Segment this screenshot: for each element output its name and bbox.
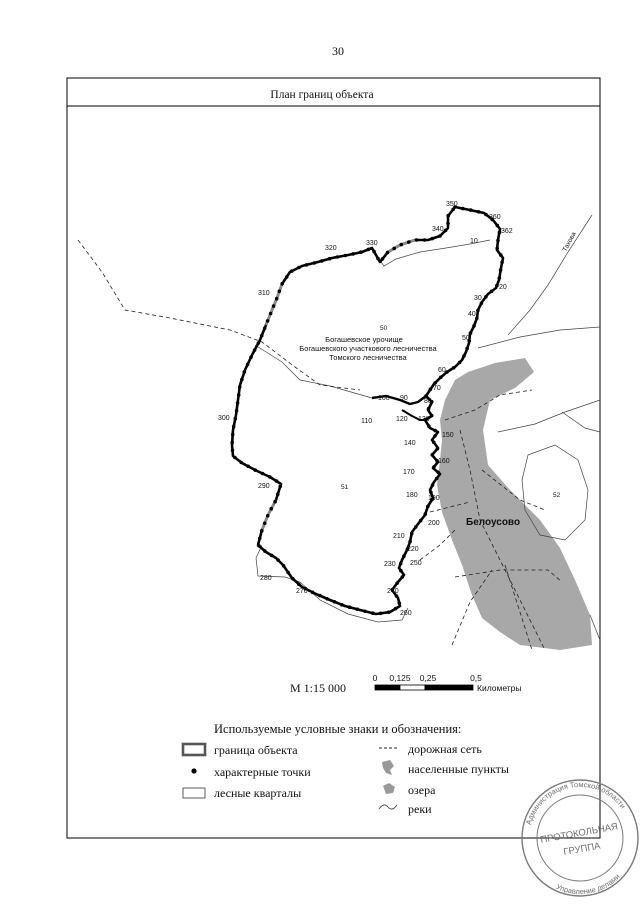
boundary-point bbox=[480, 302, 484, 306]
legend-quarter-icon bbox=[183, 788, 205, 798]
quarter-boundary bbox=[256, 545, 408, 622]
boundary-point bbox=[273, 500, 277, 504]
boundary-point bbox=[290, 269, 294, 273]
road-name: Тахова bbox=[561, 231, 578, 253]
boundary-point bbox=[410, 532, 414, 536]
boundary-point bbox=[376, 257, 380, 261]
legend-rivers-label: реки bbox=[408, 802, 432, 816]
quarter-number: 52 bbox=[553, 492, 561, 499]
point-label: 310 bbox=[258, 290, 270, 297]
boundary-point bbox=[328, 257, 332, 261]
boundary-point bbox=[423, 238, 427, 242]
scale-tick: 0,5 bbox=[470, 673, 482, 683]
quarter-number: 51 bbox=[341, 484, 349, 491]
boundary-point bbox=[276, 492, 280, 496]
point-label: 230 bbox=[384, 561, 396, 568]
point-label: 270 bbox=[296, 588, 308, 595]
boundary-point bbox=[285, 275, 289, 279]
boundary-point bbox=[408, 540, 412, 544]
boundary-point bbox=[238, 385, 242, 389]
boundary-point bbox=[484, 295, 488, 299]
point-label: 200 bbox=[428, 520, 440, 527]
boundary-point bbox=[430, 453, 434, 457]
boundary-point bbox=[263, 549, 267, 553]
boundary-point bbox=[240, 378, 244, 382]
boundary-point bbox=[253, 348, 257, 352]
quarter-number: 50 bbox=[380, 325, 388, 332]
boundary-point bbox=[451, 208, 455, 212]
boundary-point bbox=[496, 239, 500, 243]
point-label: 330 bbox=[366, 240, 378, 247]
point-label: 320 bbox=[325, 245, 337, 252]
point-label: 170 bbox=[403, 469, 415, 476]
forest-name: Богашевского участкового лесничества bbox=[299, 344, 437, 353]
boundary-point bbox=[235, 409, 239, 413]
scale-bar-segment bbox=[425, 685, 473, 690]
boundary-point bbox=[399, 569, 403, 573]
boundary-point bbox=[452, 366, 456, 370]
boundary-point bbox=[444, 229, 448, 233]
settlement-name: Белоусово bbox=[466, 517, 521, 528]
boundary-point bbox=[465, 347, 469, 351]
boundary-point bbox=[237, 393, 241, 397]
point-label: 180 bbox=[406, 492, 418, 499]
point-label: 50 bbox=[462, 335, 470, 342]
forest-name: Богашевское урочище bbox=[325, 335, 403, 344]
scale-tick: 0 bbox=[372, 673, 378, 683]
point-label: 70 bbox=[433, 385, 441, 392]
boundary-point bbox=[348, 605, 352, 609]
boundary-point bbox=[398, 601, 402, 605]
river bbox=[478, 327, 600, 348]
boundary-point bbox=[318, 594, 322, 598]
boundary-point bbox=[246, 465, 250, 469]
river bbox=[590, 615, 600, 640]
boundary-point bbox=[439, 376, 443, 380]
scale-tick: 0,125 bbox=[389, 673, 411, 683]
legend-boundary-label: граница объекта bbox=[214, 743, 298, 757]
boundary-point bbox=[269, 312, 273, 316]
stamp-line-2: ГРУППА bbox=[562, 840, 602, 858]
boundary-point bbox=[386, 251, 390, 255]
boundary-point bbox=[305, 263, 309, 267]
boundary-point bbox=[344, 254, 348, 258]
boundary-point bbox=[496, 224, 500, 228]
page-number: 30 bbox=[332, 44, 344, 58]
boundary-point bbox=[261, 472, 265, 476]
boundary-point bbox=[469, 208, 473, 212]
boundary-point bbox=[447, 214, 451, 218]
boundary-point bbox=[432, 441, 436, 445]
boundary-point bbox=[312, 261, 316, 265]
boundary-point bbox=[498, 276, 502, 280]
legend-settlement-icon bbox=[382, 760, 394, 775]
legend-heading: Используемые условные знаки и обозначения: bbox=[214, 722, 462, 736]
legend-lakes-label: озера bbox=[408, 783, 436, 797]
boundary-point bbox=[407, 240, 411, 244]
scale-unit: Километры bbox=[477, 683, 522, 693]
boundary-point bbox=[282, 564, 286, 568]
boundary-point bbox=[270, 554, 274, 558]
point-label: 130 bbox=[418, 416, 430, 423]
boundary-point bbox=[275, 479, 279, 483]
boundary-point bbox=[430, 414, 434, 418]
boundary-point bbox=[246, 363, 250, 367]
point-label: 260 bbox=[400, 610, 412, 617]
boundary-point bbox=[233, 456, 237, 460]
point-label: 100 bbox=[378, 395, 390, 402]
legend-river-icon bbox=[379, 805, 397, 809]
boundary-point bbox=[372, 250, 376, 254]
scale-bar-segment bbox=[375, 685, 400, 690]
scale-tick: 0,25 bbox=[419, 673, 437, 683]
boundary-point bbox=[387, 610, 391, 614]
boundary-point bbox=[392, 247, 396, 251]
point-label: 90 bbox=[400, 395, 408, 402]
point-label: 190 bbox=[428, 495, 440, 502]
boundary-point bbox=[263, 327, 267, 331]
point-label: 362 bbox=[501, 228, 513, 235]
boundary-point bbox=[399, 562, 403, 566]
boundary-point bbox=[433, 429, 437, 433]
point-label: 210 bbox=[393, 533, 405, 540]
boundary-point bbox=[266, 319, 270, 323]
point-label: 10 bbox=[470, 238, 478, 245]
boundary-point bbox=[495, 247, 499, 251]
point-label: 340 bbox=[432, 226, 444, 233]
river bbox=[562, 412, 600, 432]
boundary-point bbox=[266, 514, 270, 518]
boundary-point bbox=[394, 607, 398, 611]
boundary-point bbox=[484, 213, 488, 217]
point-label: 160 bbox=[438, 458, 450, 465]
boundary-point bbox=[275, 297, 279, 301]
stamp-ring-bottom: Управление делами bbox=[554, 871, 622, 897]
boundary-point bbox=[257, 341, 261, 345]
boundary-point bbox=[433, 434, 437, 438]
boundary-point bbox=[280, 282, 284, 286]
scale-ratio: М 1:15 000 bbox=[290, 681, 347, 695]
boundary-point bbox=[260, 529, 264, 533]
legend-lake-icon bbox=[383, 783, 395, 794]
point-label: 80 bbox=[424, 398, 432, 405]
legend bbox=[183, 722, 509, 816]
boundary-point bbox=[419, 519, 423, 523]
point-label: 350 bbox=[446, 201, 458, 208]
boundary-point bbox=[436, 447, 440, 451]
legend-quarters-label: лесные кварталы bbox=[214, 786, 302, 800]
road-takhova bbox=[508, 215, 592, 335]
legend-settlements-label: населенные пункты bbox=[408, 762, 509, 776]
boundary-point bbox=[231, 433, 235, 437]
boundary-point bbox=[297, 266, 301, 270]
road bbox=[420, 530, 455, 560]
stamp-ring-top: Администрация Томской области bbox=[523, 779, 628, 826]
boundary-point bbox=[260, 334, 264, 338]
boundary-point bbox=[381, 257, 385, 261]
boundary-point bbox=[461, 207, 465, 211]
boundary-point bbox=[258, 537, 262, 541]
point-label: 280 bbox=[260, 575, 272, 582]
boundary-point bbox=[429, 388, 433, 392]
river bbox=[498, 400, 600, 432]
boundary-point bbox=[371, 611, 375, 615]
boundary-point bbox=[429, 491, 433, 495]
boundary-point bbox=[333, 600, 337, 604]
point-label: 300 bbox=[218, 415, 230, 422]
boundary-point bbox=[231, 449, 235, 453]
boundary-point bbox=[414, 525, 418, 529]
boundary-point bbox=[431, 237, 435, 241]
boundary-point bbox=[320, 259, 324, 263]
boundary-point bbox=[243, 370, 247, 374]
boundary-point bbox=[426, 505, 430, 509]
point-label: 120 bbox=[396, 416, 408, 423]
boundary-point bbox=[415, 238, 419, 242]
boundary-point bbox=[232, 425, 236, 429]
boundary-point bbox=[458, 361, 462, 365]
boundary-point bbox=[291, 577, 295, 581]
boundary-point bbox=[400, 243, 404, 247]
point-label: 360 bbox=[489, 214, 501, 221]
legend-point-icon bbox=[191, 768, 196, 773]
stamp-line-1: ПРОТОКОЛЬНАЯ bbox=[539, 821, 619, 846]
point-label: 240 bbox=[387, 588, 399, 595]
boundary-point bbox=[499, 253, 503, 257]
boundary-point bbox=[276, 558, 280, 562]
boundary-point bbox=[268, 475, 272, 479]
boundary-point bbox=[257, 544, 261, 548]
boundary-point bbox=[234, 417, 238, 421]
legend-boundary-icon bbox=[183, 744, 205, 755]
map-canvas bbox=[78, 201, 600, 650]
boundary-point bbox=[286, 571, 290, 575]
point-label: 250 bbox=[410, 560, 422, 567]
boundary-point bbox=[367, 248, 371, 252]
boundary-point bbox=[402, 554, 406, 558]
boundary-point bbox=[340, 603, 344, 607]
boundary-point bbox=[499, 268, 503, 272]
boundary-point bbox=[438, 234, 442, 238]
legend-roads-label: дорожная сеть bbox=[408, 742, 482, 756]
point-label: 150 bbox=[442, 432, 454, 439]
boundary-point bbox=[239, 461, 243, 465]
boundary-point bbox=[278, 289, 282, 293]
boundary-point bbox=[490, 290, 494, 294]
boundary-point bbox=[431, 483, 435, 487]
boundary-point bbox=[446, 222, 450, 226]
scale-bar-segment bbox=[400, 685, 425, 690]
legend-points-label: характерные точки bbox=[214, 765, 311, 779]
boundary-point bbox=[297, 582, 301, 586]
boundary-point bbox=[500, 261, 504, 265]
boundary-point bbox=[325, 597, 329, 601]
boundary-point bbox=[263, 522, 267, 526]
point-label: 220 bbox=[407, 546, 419, 553]
boundary-point bbox=[395, 581, 399, 585]
boundary-point bbox=[336, 255, 340, 259]
boundary-point bbox=[278, 485, 282, 489]
point-label: 60 bbox=[438, 367, 446, 374]
boundary-point bbox=[249, 355, 253, 359]
boundary-point bbox=[424, 512, 428, 516]
boundary-point bbox=[270, 507, 274, 511]
boundary-point bbox=[436, 471, 440, 475]
point-label: 140 bbox=[404, 440, 416, 447]
boundary-point bbox=[311, 591, 315, 595]
point-label: 30 bbox=[474, 295, 482, 302]
boundary-point bbox=[236, 401, 240, 405]
point-label: 20 bbox=[499, 284, 507, 291]
boundary-point bbox=[435, 477, 439, 481]
map-title: План границ объекта bbox=[270, 89, 374, 101]
forest-name: Томского лесничества bbox=[329, 353, 407, 362]
boundary-point bbox=[462, 354, 466, 358]
boundary-point bbox=[359, 250, 363, 254]
boundary-point bbox=[356, 608, 360, 612]
boundary-point bbox=[427, 407, 431, 411]
point-label: 110 bbox=[361, 418, 373, 425]
boundary-point bbox=[432, 465, 436, 469]
boundary-point bbox=[401, 575, 405, 579]
boundary-point bbox=[379, 612, 383, 616]
boundary-point bbox=[477, 210, 481, 214]
boundary-point bbox=[363, 610, 367, 614]
boundary-point bbox=[272, 304, 276, 308]
point-label: 290 bbox=[258, 483, 270, 490]
boundary-point bbox=[253, 468, 257, 472]
boundary-point bbox=[476, 309, 480, 313]
boundary-point bbox=[427, 424, 431, 428]
point-label: 40 bbox=[468, 311, 476, 318]
scale-block bbox=[290, 673, 522, 695]
boundary-point bbox=[351, 252, 355, 256]
boundary-point bbox=[230, 441, 234, 445]
boundary-point bbox=[472, 324, 476, 328]
